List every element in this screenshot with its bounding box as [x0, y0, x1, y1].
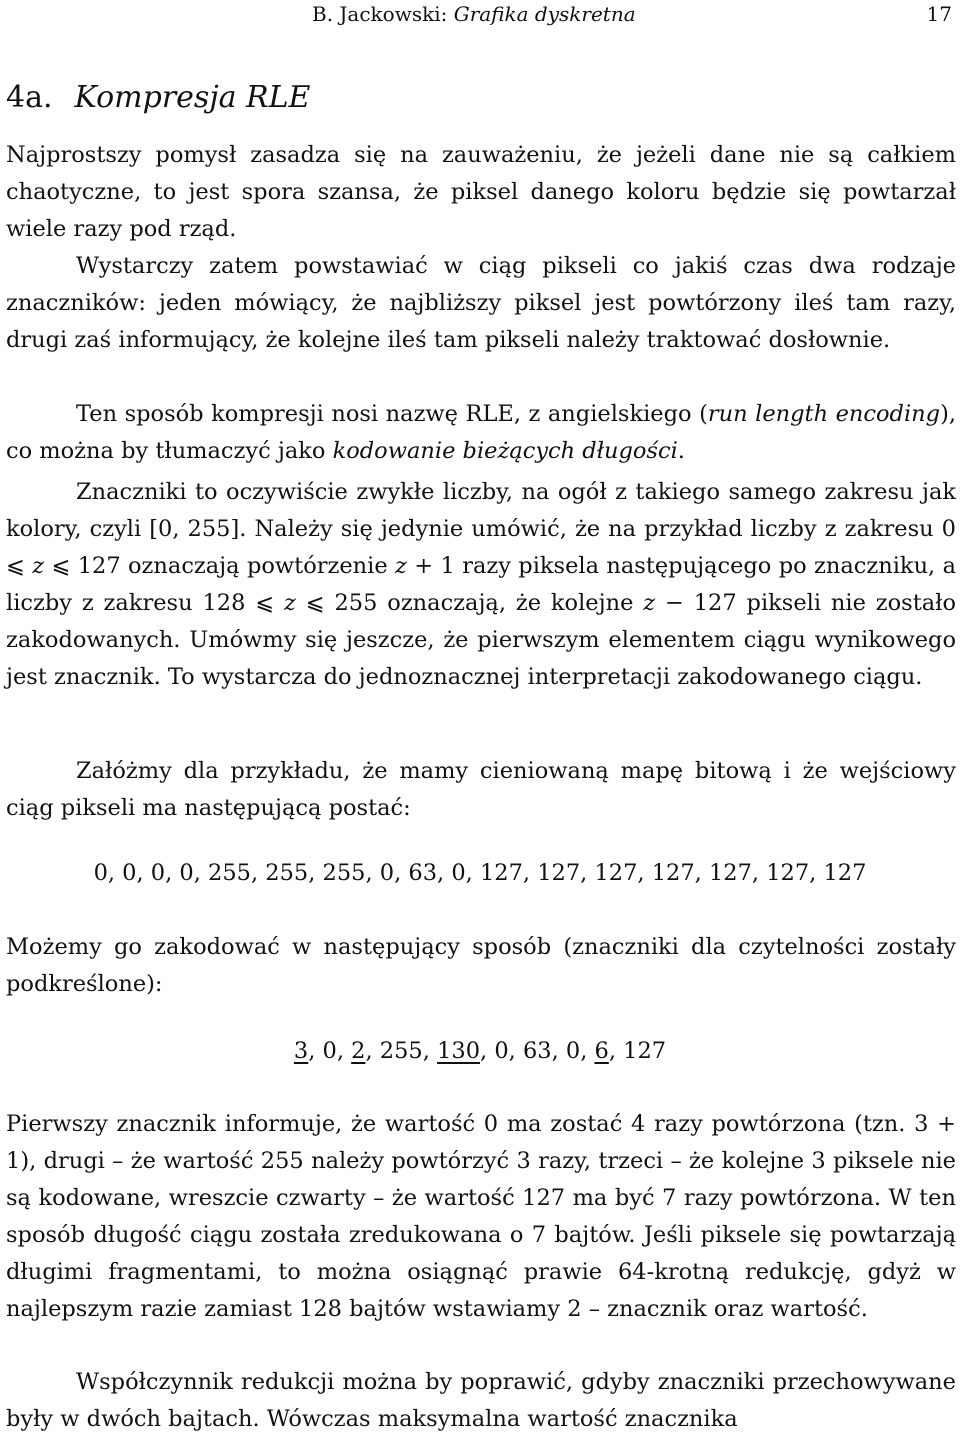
term-run-length-encoding: run length encoding — [707, 401, 941, 427]
running-header — [0, 0, 960, 28]
header-author: B. Jackowski: — [312, 2, 448, 26]
marker-underlined: 130 — [437, 1038, 481, 1064]
page-number: 17 — [926, 2, 952, 26]
header-author-title — [312, 2, 636, 26]
paragraph-intro: Najprostszy pomysł zasadza się na zauważeniu, że jeżeli dane nie są całkiem chaotyczne, to jest spora szansa, że piksel danego koloru będzie się powtarzał wiele razy pod rząd. — [6, 142, 956, 242]
section-number: 4a. — [6, 80, 53, 115]
input-sequence: 0, 0, 0, 0, 255, 255, 255, 0, 63, 0, 127, 127, 127, 127, 127, 127, 127 — [93, 860, 867, 886]
header-book-title: Grafika dyskretna — [453, 2, 636, 26]
term-kodowanie: kodowanie bieżących długości — [332, 438, 678, 464]
paragraph-marker-ranges: Znaczniki to oczywiście zwykłe liczby, na ogół z takiego samego zakresu jak kolory, czyli [0, 255]. Należy się jedynie umówić, że na przykład liczby z zakresu 0 ⩽ z ⩽ 127 oznaczają powtórzenie z + 1 razy piksela następującego po znaczniku, a liczby z zakresu 128 ⩽ z ⩽ 255 oznaczają, że kolejne z − 127 pikseli nie zostało zakodowanych. Umówmy się jeszcze, że pierwszym elementem ciągu wynikowego jest znacznik. To wystarcza do jednoznacznej interpretacji zakodowanego ciągu. — [6, 479, 957, 690]
paragraph-encoding: Możemy go zakodować w następujący sposób (znaczniki dla czytelności zostały podkreślone): — [6, 934, 956, 997]
paragraph-explanation: Pierwszy znacznik informuje, że wartość 0 ma zostać 4 razy powtórzona (tzn. 3 + 1), drugi – że wartość 255 należy powtórzyć 3 razy, trzeci – że kolejne 3 piksele nie są kodowane, wreszcie czwarty – że wartość 127 ma być 7 razy powtórzona. W ten sposób długość ciągu została zredukowana o 7 bajtów. Jeśli piksele się powtarzają długimi fragmentami, to można osiągnąć prawie 64-krotną redukcję, gdyż w najlepszym razie zamiast 128 bajtów wstawiamy 2 – znacznik oraz wartość. — [6, 1111, 956, 1322]
paragraph-reduction: Współczynnik redukcji można by poprawić, gdyby znaczniki przechowywane były w dwóch bajtach. Wówczas maksymalna wartość znacznika — [6, 1369, 956, 1432]
marker-underlined: 2 — [351, 1038, 366, 1064]
paragraph-example: Załóżmy dla przykładu, że mamy cieniowaną mapę bitową i że wejściowy ciąg pikseli ma następującą postać: — [6, 758, 956, 821]
marker-underlined: 3 — [293, 1038, 309, 1064]
section-title: Kompresja RLE — [74, 80, 311, 115]
paragraph-markers: Wystarczy zatem powstawiać w ciąg pikseli co jakiś czas dwa rodzaje znaczników: jeden mówiący, że najbliższy piksel jest powtórzony ileś tam razy, drugi zaś informujący, że kolejne ileś tam pikseli należy traktować dosłownie. — [6, 253, 956, 353]
marker-underlined: 6 — [594, 1038, 609, 1064]
section-heading — [6, 80, 310, 115]
encoded-sequence: 3, 0, 2, 255, 130, 0, 63, 0, 6, 127 — [293, 1038, 667, 1064]
paragraph-rle-name: Ten sposób kompresji nosi nazwę RLE, z angielskiego (run length encoding), co można by tłumaczyć jako kodowanie bieżących długości. — [6, 401, 956, 464]
